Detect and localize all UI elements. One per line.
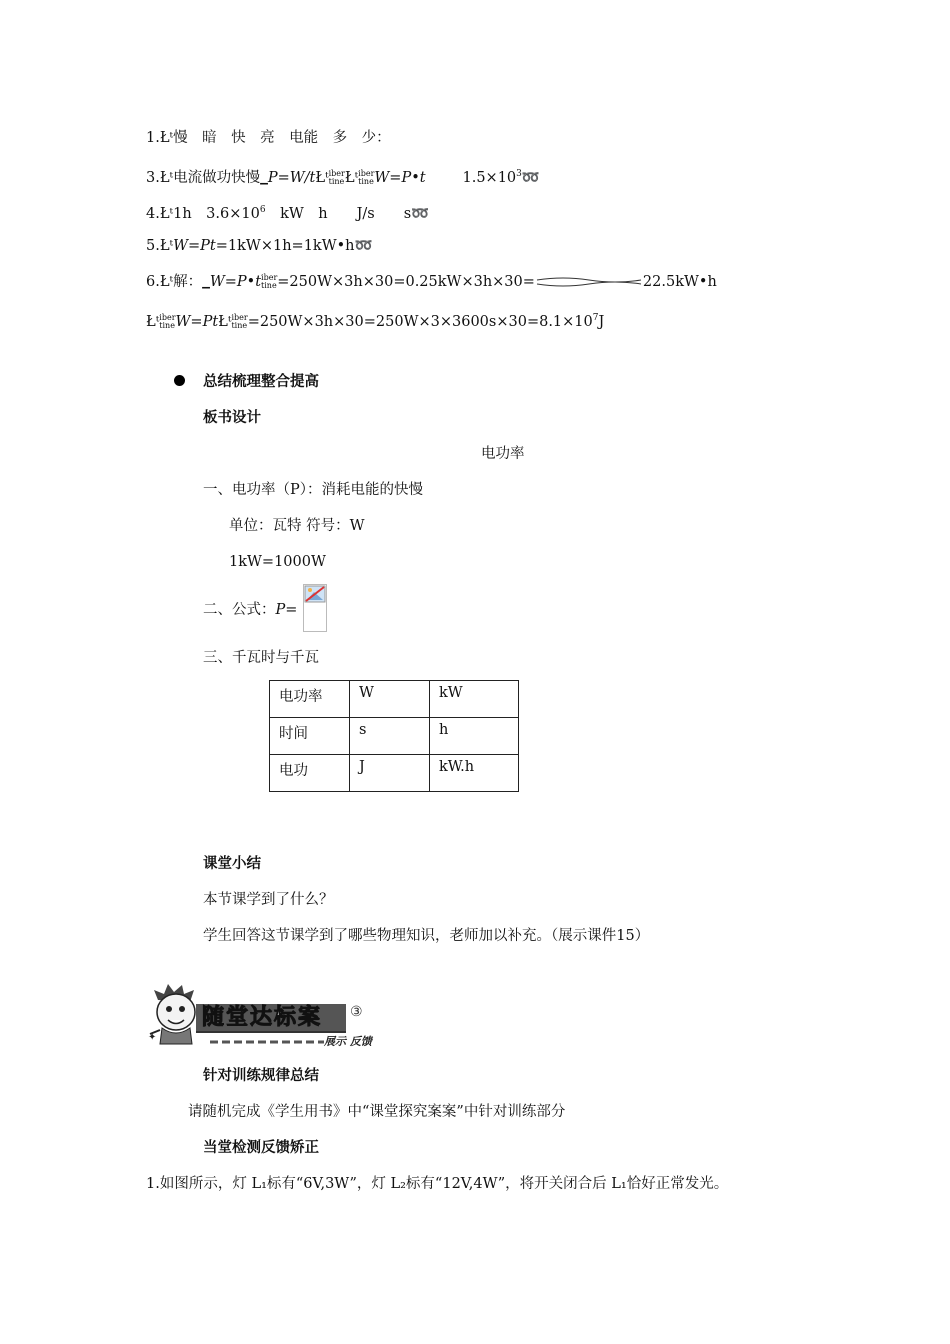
banner-title: 随堂达标案 bbox=[202, 1005, 323, 1030]
banner-number: ③ bbox=[350, 1004, 363, 1020]
squiggle-icon: ➿ bbox=[411, 205, 430, 222]
wave-line-icon bbox=[535, 274, 643, 290]
bullet-icon bbox=[174, 375, 185, 386]
answer-6: 6.Łᵗ解：▁W=P•tiber tine=250W×3h×30=0.25kW×3h×30= 22.5kW•h bbox=[146, 273, 717, 290]
board-item-3: 三、千瓦时与千瓦 bbox=[203, 650, 319, 666]
conversion-line: 1kW=1000W bbox=[229, 554, 326, 570]
section-heading: 总结梳理整合提高 bbox=[203, 374, 319, 390]
practice-heading: 针对训练规律总结 bbox=[203, 1068, 319, 1084]
answer-3: 3.Łᵗ电流做功快慢▁P=W/tŁᵗiber tineŁᵗiber tineW=P•t $1.5\times 10^3➿$ bbox=[146, 168, 540, 186]
board-item-1: 一、电功率（P）：消耗电能的快慢 bbox=[203, 482, 424, 498]
answer-1: 1.Łᵗ慢 暗 快 亮 电能 多 少： bbox=[146, 130, 391, 146]
table-row: 电功率 W kW bbox=[270, 681, 519, 718]
squiggle-icon: ➿ bbox=[521, 169, 540, 186]
check-heading: 当堂检测反馈矫正 bbox=[203, 1140, 319, 1156]
board-title: 电功率 bbox=[481, 446, 525, 462]
section-banner bbox=[146, 982, 386, 1052]
table-row: 电功 J kW.h bbox=[270, 755, 519, 792]
formula-image-icon bbox=[303, 584, 327, 632]
unit-table bbox=[269, 680, 519, 792]
summary-question: 本节课学到了什么？ bbox=[203, 892, 334, 908]
squiggle-icon: ➿ bbox=[354, 238, 373, 254]
class-summary-heading: 课堂小结 bbox=[203, 856, 261, 872]
board-design-heading: 板书设计 bbox=[203, 410, 261, 426]
board-item-2: 二、公式：P= bbox=[203, 602, 298, 618]
summary-answer: 学生回答这节课学到了哪些物理知识，老师加以补充。（展示课件15） bbox=[203, 928, 650, 944]
svg-text:✦: ✦ bbox=[148, 1032, 157, 1043]
practice-instruction: 请随机完成《学生用书》中“课堂探究案案”中针对训练部分 bbox=[188, 1104, 566, 1120]
table-row: 时间 s h bbox=[270, 718, 519, 755]
question-1: 1.如图所示，灯 L₁标有“6V,3W”，灯 L₂标有“12V,4W”，将开关闭合后 L₁恰好正常发光。 bbox=[146, 1176, 729, 1192]
answer-6-line2: Łᵗiber tineW=PtŁᵗiber $tine=250W\times 3h\times 30=250W\times 3\times 3600s\times 30=8.1\times 10^7J$ bbox=[146, 312, 605, 330]
banner-subtitle: 展示 反馈 bbox=[324, 1035, 372, 1048]
unit-line: 单位：瓦特 符号：W bbox=[229, 518, 365, 534]
answer-5: 5.ŁᵗW=Pt=1kW×1h=1kW•h➿ bbox=[146, 238, 373, 254]
answer-4: 4.Łᵗ1h $3.6\times 10^6$ kW h J/s s➿ bbox=[146, 205, 430, 222]
